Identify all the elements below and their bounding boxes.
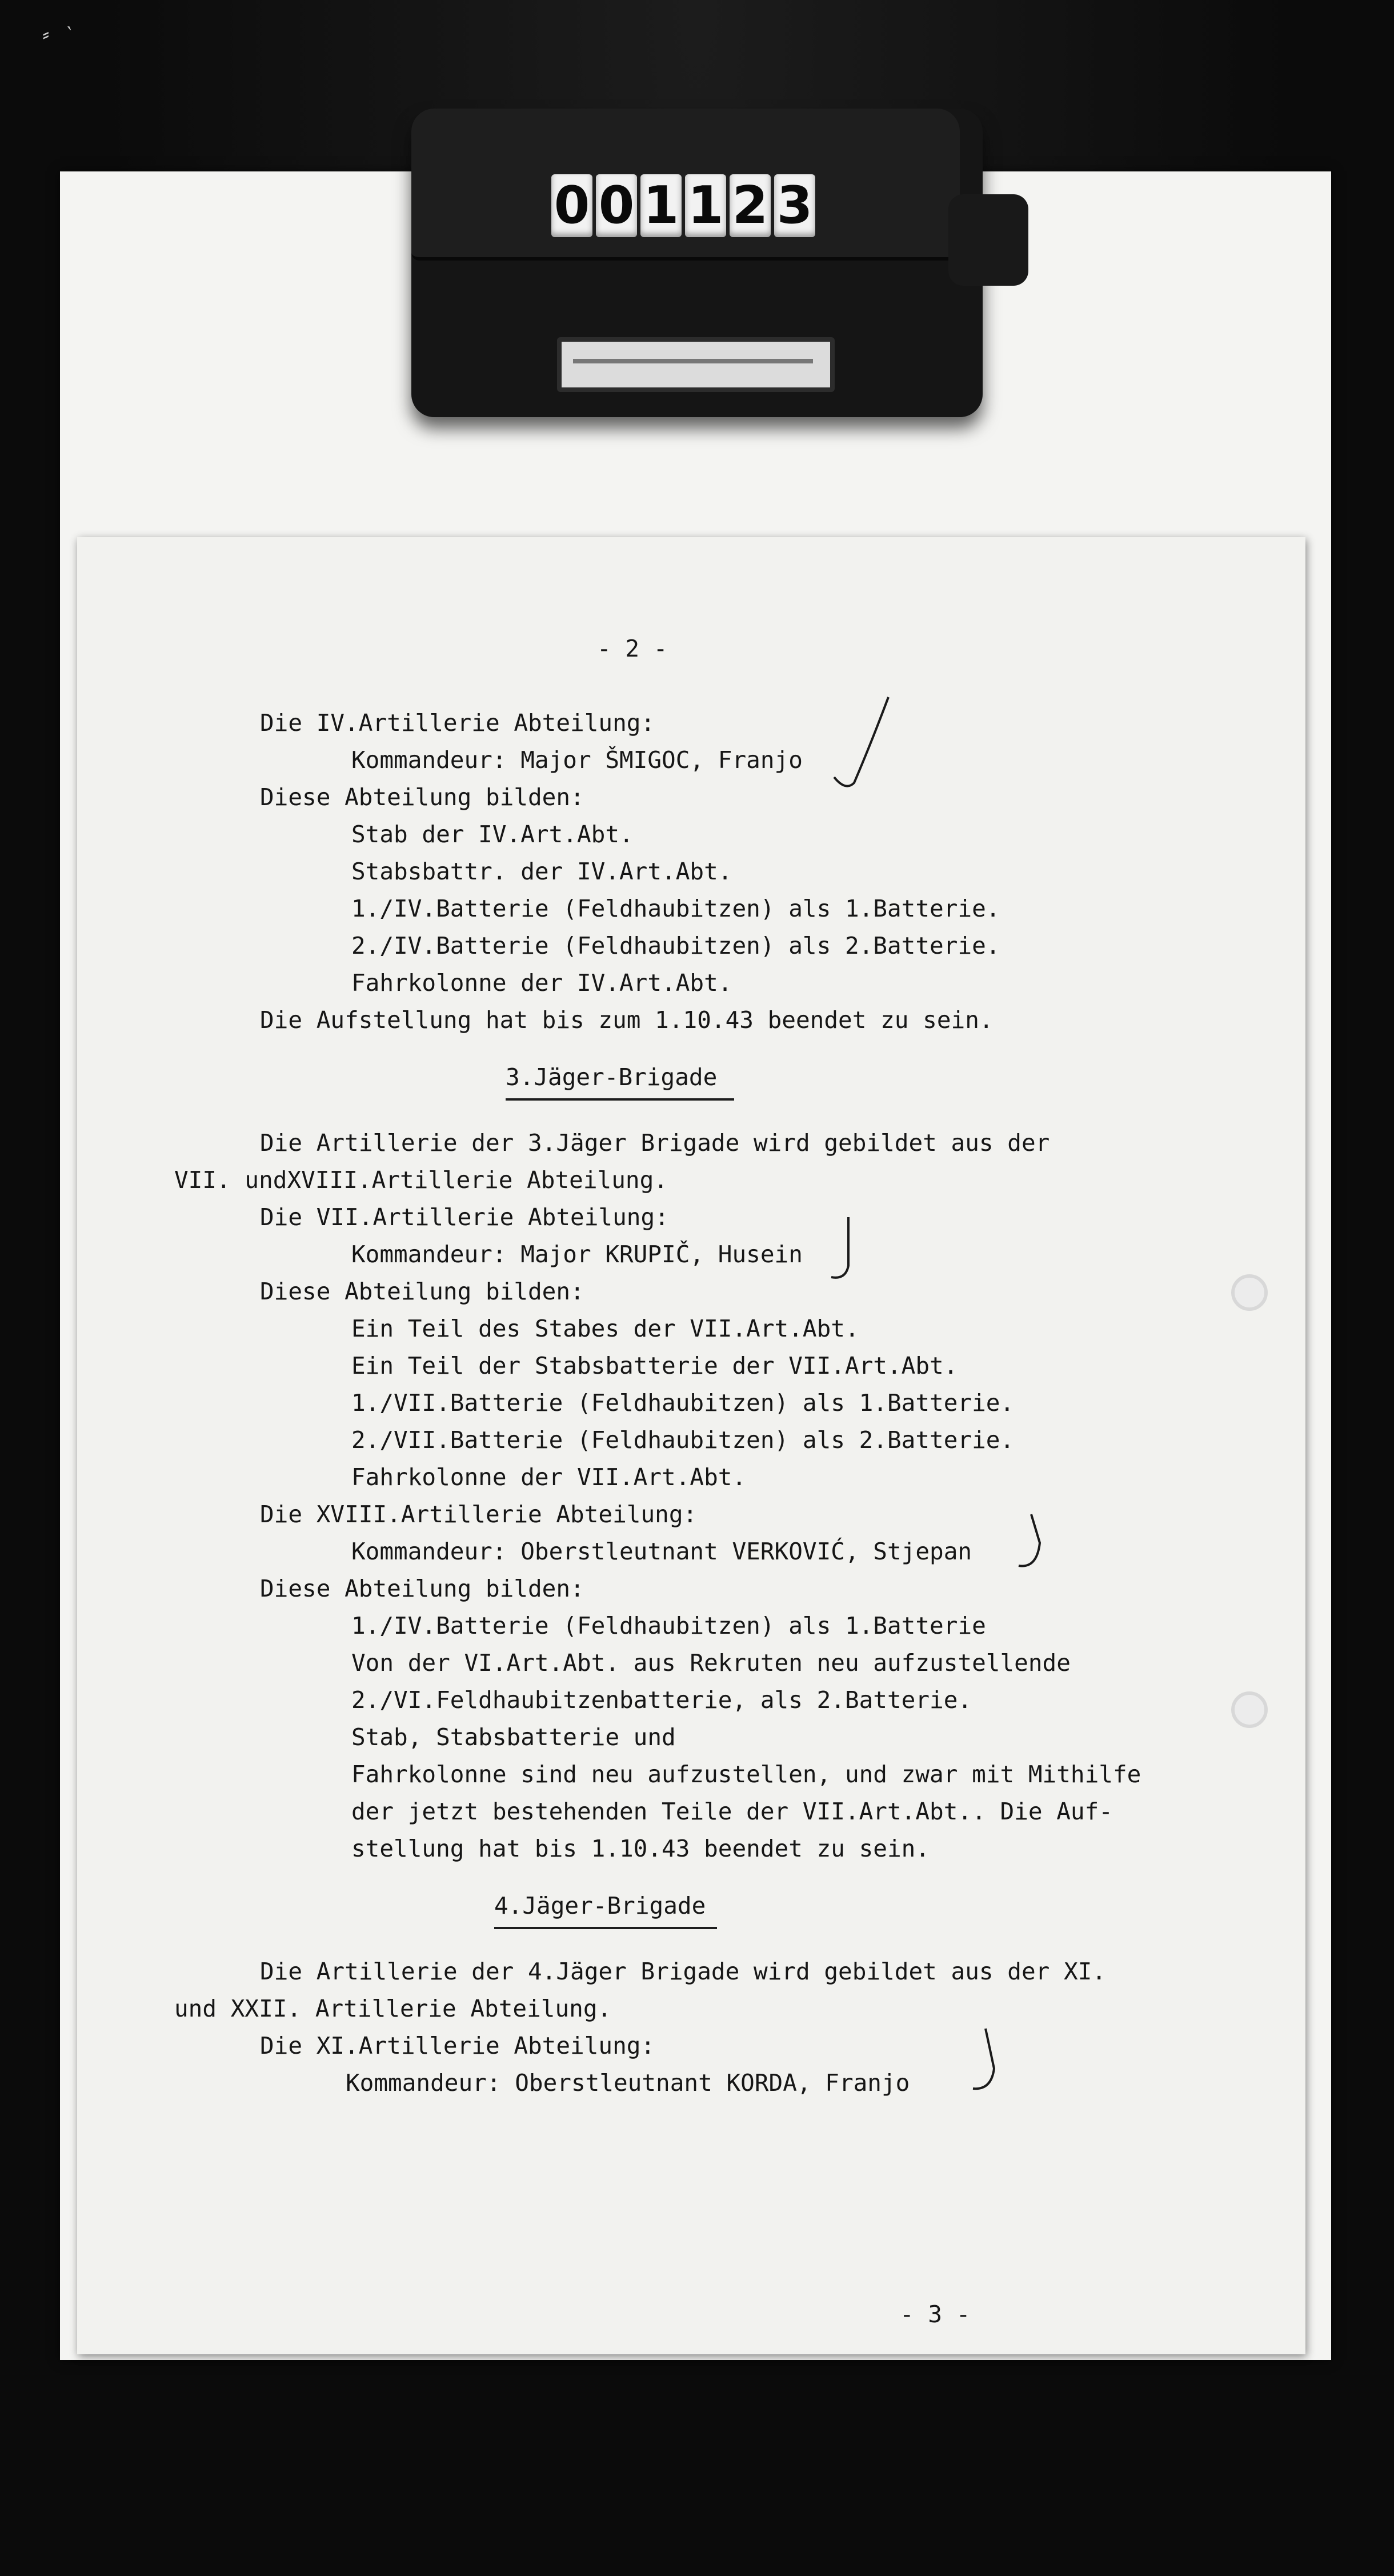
text-line: Die VII.Artillerie Abteilung:: [260, 1203, 669, 1231]
punch-hole: [1231, 1691, 1268, 1728]
text-line: 1./VII.Batterie (Feldhaubitzen) als 1.Batterie.: [351, 1389, 1015, 1417]
section-heading: 3.Jäger-Brigade: [506, 1063, 718, 1091]
pencil-check-mark: [1014, 1509, 1054, 1577]
text-line: Fahrkolonne sind neu aufzustellen, und zwar mit Mithilfe: [351, 1761, 1141, 1788]
text-line: Diese Abteilung bilden:: [260, 1575, 584, 1602]
counter-digit: 0: [551, 174, 592, 237]
text-line: Kommandeur: Major KRUPIČ, Husein: [351, 1241, 803, 1268]
document-page: [77, 537, 1305, 2354]
text-line: der jetzt bestehenden Teile der VII.Art.Abt.. Die Auf-: [351, 1798, 1113, 1825]
text-line: VII. undXVIII.Artillerie Abteilung.: [174, 1166, 668, 1194]
text-line: Fahrkolonne der IV.Art.Abt.: [351, 969, 732, 997]
text-line: 2./VII.Batterie (Feldhaubitzen) als 2.Batterie.: [351, 1426, 1015, 1454]
page-number-header: - 2 -: [597, 635, 668, 662]
text-line: stellung hat bis 1.10.43 beendet zu sein.: [351, 1835, 930, 1862]
text-line: 2./VI.Feldhaubitzenbatterie, als 2.Batterie.: [351, 1686, 972, 1714]
heading-underline: [506, 1098, 734, 1101]
text-line: Die Artillerie der 4.Jäger Brigade wird gebildet aus der XI.: [260, 1958, 1107, 1985]
text-line: Diese Abteilung bilden:: [260, 1278, 584, 1305]
text-line: 1./IV.Batterie (Feldhaubitzen) als 1.Batterie.: [351, 895, 1000, 922]
heading-underline: [494, 1927, 717, 1929]
text-line: Kommandeur: Oberstleutnant VERKOVIĆ, Stjepan: [351, 1538, 972, 1565]
counter-digit: 2: [730, 174, 771, 237]
text-line: Fahrkolonne der VII.Art.Abt.: [351, 1463, 747, 1491]
text-line: 2./IV.Batterie (Feldhaubitzen) als 2.Batterie.: [351, 932, 1000, 959]
text-line: Von der VI.Art.Abt. aus Rekruten neu aufzustellende: [351, 1649, 1071, 1677]
pencil-check-mark: [826, 1211, 860, 1286]
pencil-check-mark: [968, 2023, 1008, 2097]
text-line: Ein Teil des Stabes der VII.Art.Abt.: [351, 1315, 859, 1342]
pencil-check-mark: [831, 691, 894, 794]
text-line: Die IV.Artillerie Abteilung:: [260, 709, 655, 737]
text-line: 1./IV.Batterie (Feldhaubitzen) als 1.Batterie: [351, 1612, 986, 1639]
text-line: Die Aufstellung hat bis zum 1.10.43 beendet zu sein.: [260, 1006, 994, 1034]
text-line: Stab, Stabsbatterie und: [351, 1723, 676, 1751]
text-line: Die XI.Artillerie Abteilung:: [260, 2032, 655, 2059]
section-heading: 4.Jäger-Brigade: [494, 1892, 706, 1919]
punch-hole: [1231, 1274, 1268, 1311]
text-line: und XXII. Artillerie Abteilung.: [174, 1995, 612, 2022]
text-line: Kommandeur: Oberstleutnant KORDA, Franjo: [346, 2069, 910, 2097]
frame-counter-device: [411, 109, 983, 417]
scan-corner-mark: ⸗ ‵: [40, 23, 75, 46]
counter-digit: 1: [685, 174, 726, 237]
text-line: Die Artillerie der 3.Jäger Brigade wird gebildet aus der: [260, 1129, 1050, 1157]
counter-window: [557, 337, 835, 392]
text-line: Stab der IV.Art.Abt.: [351, 821, 634, 848]
text-line: Stabsbattr. der IV.Art.Abt.: [351, 858, 732, 885]
text-line: Kommandeur: Major ŠMIGOC, Franjo: [351, 746, 803, 774]
text-line: Ein Teil der Stabsbatterie der VII.Art.Abt.: [351, 1352, 958, 1379]
counter-digit: 3: [774, 174, 815, 237]
page-number-footer: - 3 -: [900, 2301, 971, 2328]
text-line: Die XVIII.Artillerie Abteilung:: [260, 1501, 698, 1528]
counter-knob: [948, 194, 1028, 286]
text-line: Diese Abteilung bilden:: [260, 783, 584, 811]
counter-digit: 0: [596, 174, 637, 237]
counter-digit: 1: [640, 174, 682, 237]
counter-digits: [551, 174, 815, 237]
